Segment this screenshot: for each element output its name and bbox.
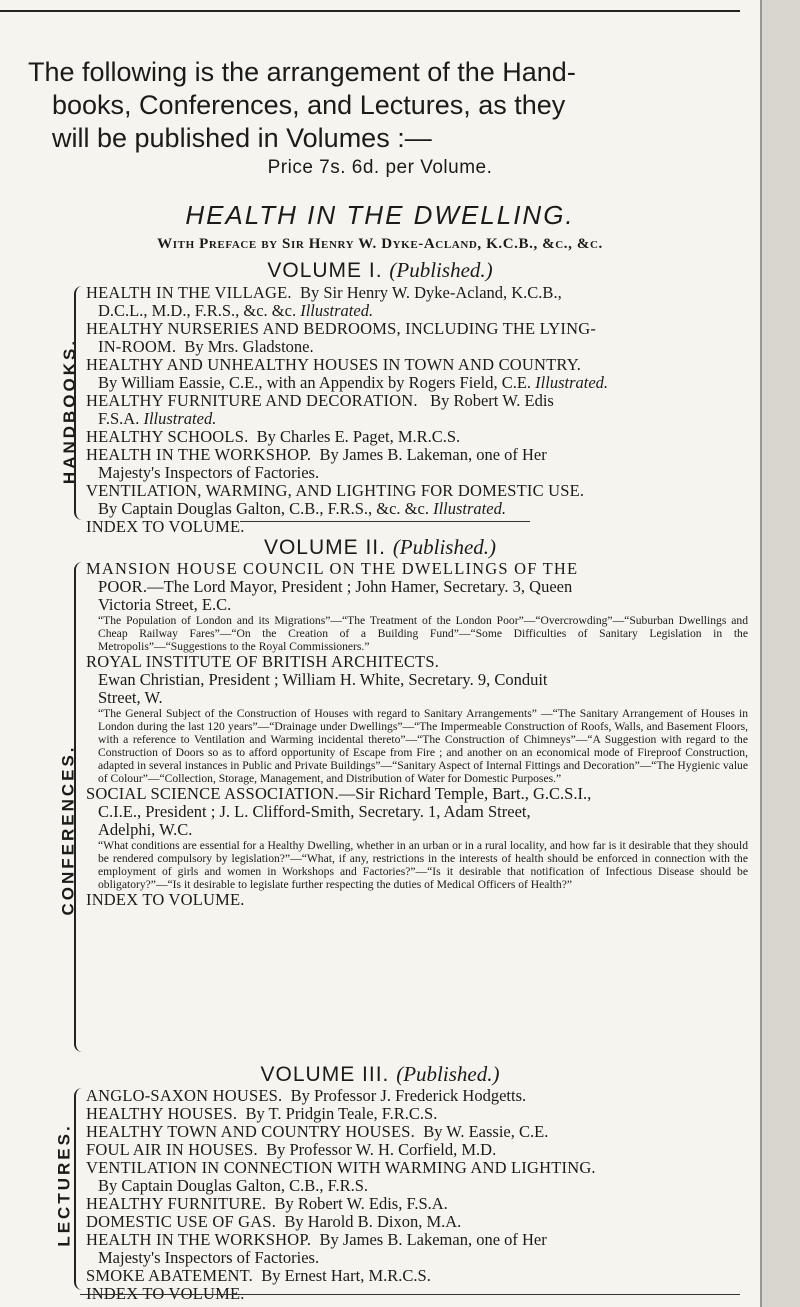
intro-line-1: The following is the arrangement of the Hand- [28, 57, 576, 87]
brace-volume-1 [74, 286, 86, 520]
adjacent-page-edge [760, 0, 800, 1307]
intro-line-2: books, Conferences, and Lectures, as they [52, 90, 566, 120]
volume-2-list [86, 560, 748, 909]
list-item-note: “The Population of London and its Migrations”—“The Treatment of the London Poor”—“Overcrowding”—“Suburban Dwellings and Cheap Railway Fares”—“On the Creation of a Building Fund”—“Some Difficulties of Sanitary Legislation in the Metropolis”—“Suggestions to the Royal Commissioners.” [98, 614, 748, 653]
volume-1-list [86, 284, 748, 536]
list-item: INDEX TO VOLUME. [86, 890, 245, 909]
list-item: HEALTHY AND UNHEALTHY HOUSES IN TOWN AND COUNTRY. By William Eassie, C.E., with an Appendix by Rogers Field, C.E. Illustrated. [86, 355, 609, 392]
list-item: HEALTHY HOUSES. By T. Pridgin Teale, F.R.C.S. [86, 1104, 438, 1123]
list-item: HEALTH IN THE WORKSHOP. By James B. Lakeman, one of Her Majesty's Inspectors of Factories. [86, 445, 547, 482]
list-item: HEALTHY NURSERIES AND BEDROOMS, INCLUDING THE LYING- IN-ROOM. By Mrs. Gladstone. [86, 319, 597, 356]
side-label-handbooks: HANDBOOKS. [60, 337, 80, 485]
list-item: INDEX TO VOLUME. [86, 1284, 245, 1303]
side-label-lectures: LECTURES. [54, 1123, 74, 1247]
list-item: ROYAL INSTITUTE OF BRITISH ARCHITECTS. Ewan Christian, President ; William H. White, Secretary. 9, Conduit Street, W. “The General Subject of the Construction of Houses with regard to Sanitary Arrangements” —“The Sanitary Arrangement of Houses in London during the last 120 years”—“Drainage under Dwellings”—“The Impermeable Construction of Roofs, Walls, and Basement Floors, with a reference to Ventilation and Warming incidental thereto”—“The Construction of Chimneys”—“A Suggestion with regard to the Construction of Doors so as to afford opportunity of Escape from Fire ; and another on an economical mode of Fireproof Construction, adapted in several instances in Public and Private Buildings”—“Sanitary Aspect of Internal Fittings and Decoration”—“The Hygienic value of Colour”—“Collection, Storage, Management, and Distribution of Water for Domestic Purposes.” [86, 652, 748, 785]
list-item: INDEX TO VOLUME. [86, 517, 245, 536]
top-rule [0, 10, 740, 12]
list-item: VENTILATION, WARMING, AND LIGHTING FOR DOMESTIC USE. By Captain Douglas Galton, C.B., F.R.S., &c. &c. Illustrated. [86, 481, 585, 518]
volume-1-status: (Published.) [389, 258, 493, 282]
side-label-conferences: CONFERENCES. [58, 744, 78, 916]
volume-3-list [86, 1087, 748, 1303]
preface-line: With Preface by Sir Henry W. Dyke-Acland, K.C.B., &c., &c. [157, 236, 603, 252]
volume-3-status: (Published.) [396, 1062, 500, 1086]
bottom-rule [80, 1294, 740, 1295]
list-item: HEALTHY TOWN AND COUNTRY HOUSES. By W. Eassie, C.E. [86, 1122, 549, 1141]
brace-volume-3 [74, 1088, 86, 1290]
volume-3-heading [0, 1062, 760, 1087]
list-item: HEALTH IN THE VILLAGE. By Sir Henry W. Dyke-Acland, K.C.B., D.C.L., M.D., F.R.S., &c. &c. Illustrated. [86, 283, 562, 320]
list-item: FOUL AIR IN HOUSES. By Professor W. H. Corfield, M.D. [86, 1140, 497, 1159]
volume-1-heading [0, 258, 760, 283]
list-item-note: “The General Subject of the Construction of Houses with regard to Sanitary Arrangements” —“The Sanitary Arrangement of Houses in London during the last 120 years”—“Drainage under Dwellings”—“The Impermeable Construction of Roofs, Walls, and Basement Floors, with a reference to Ventilation and Warming incidental thereto”—“The Construction of Chimneys”—“A Suggestion with regard to the Construction of Doors so as to afford opportunity of Escape from Fire ; and another on an economical mode of Fireproof Construction, adapted in several instances in Public and Private Buildings”—“Sanitary Aspect of Internal Fittings and Decoration”—“The Hygienic value of Colour”—“Collection, Storage, Management, and Distribution of Water for Domestic Purposes.” [98, 707, 748, 785]
brace-volume-2 [74, 562, 86, 1052]
intro-paragraph [28, 56, 748, 155]
list-item-note: “What conditions are essential for a Healthy Dwelling, whether in an urban or in a rural locality, and how far is it desirable that they should be rendered compulsory by legislation?”—“What, if any, restrictions in the interests of health should be enforced in connection with the employment of girls and women in Workshops and Factories?”—“Is it desirable that notification of Infectious Disease should be obligatory?”—“Is it desirable to legislate further respecting the duties of Medical Officers of Health?” [98, 839, 748, 891]
volume-2-status: (Published.) [392, 535, 497, 559]
list-item: VENTILATION IN CONNECTION WITH WARMING AND LIGHTING. By Captain Douglas Galton, C.B., F.R.S. [86, 1158, 596, 1195]
list-item: HEALTH IN THE WORKSHOP. By James B. Lakeman, one of Her Majesty's Inspectors of Factories. [86, 1230, 547, 1267]
list-item: HEALTHY SCHOOLS. By Charles E. Paget, M.R.C.S. [86, 427, 461, 446]
volume-2-heading [0, 535, 760, 560]
volume-2-title: VOLUME II. [263, 536, 386, 559]
intro-line-3: will be published in Volumes :— [52, 123, 432, 153]
section-title: HEALTH IN THE DWELLING. [185, 200, 575, 230]
price-line: Price 7s. 6d. per Volume. [267, 157, 493, 178]
volume-1-title: VOLUME I. [267, 259, 383, 282]
list-item: HEALTHY FURNITURE. By Robert W. Edis, F.S.A. [86, 1194, 448, 1213]
list-item: MANSION HOUSE COUNCIL ON THE DWELLINGS OF THE POOR.—The Lord Mayor, President ; John Hamer, Secretary. 3, Queen Victoria Street, E.C. “The Population of London and its Migrations”—“The Treatment of the London Poor”—“Overcrowding”—“Suburban Dwellings and Cheap Railway Fares”—“On the Creation of a Building Fund”—“Some Difficulties of Sanitary Legislation in the Metropolis”—“Suggestions to the Royal Commissioners.” [86, 559, 748, 653]
list-item: SOCIAL SCIENCE ASSOCIATION.—Sir Richard Temple, Bart., G.C.S.I., C.I.E., President ; J. L. Clifford-Smith, Secretary. 1, Adam Street, Adelphi, W.C. “What conditions are essential for a Healthy Dwelling, whether in an urban or in a rural locality, and how far is it desirable that they should be rendered compulsory by legislation?”—“What, if any, restrictions in the interests of health should be enforced in connection with the employment of girls and women in Workshops and Factories?”—“Is it desirable that notification of Infectious Disease should be obligatory?”—“Is it desirable to legislate further respecting the duties of Medical Officers of Health?” [86, 784, 748, 891]
list-item: SMOKE ABATEMENT. By Ernest Hart, M.R.C.S. [86, 1266, 431, 1285]
volume-3-title: VOLUME III. [260, 1063, 390, 1086]
list-item: ANGLO-SAXON HOUSES. By Professor J. Frederick Hodgetts. [86, 1086, 527, 1105]
list-item: DOMESTIC USE OF GAS. By Harold B. Dixon, M.A. [86, 1212, 462, 1231]
section-divider [240, 521, 530, 522]
list-item: HEALTHY FURNITURE AND DECORATION. By Robert W. Edis F.S.A. Illustrated. [86, 391, 554, 428]
